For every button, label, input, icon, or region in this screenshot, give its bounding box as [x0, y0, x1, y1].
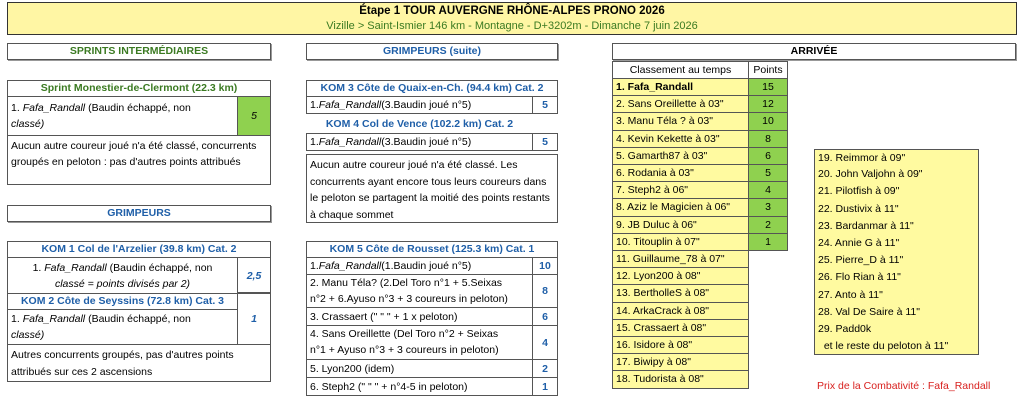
arrivee-row: 10. Titouplin à 07" — [612, 233, 749, 251]
arrivee-row-2: 27. Anto à 11" — [814, 287, 979, 304]
sprints-section-title: SPRINTS INTERMÉDIAIRES — [7, 43, 271, 60]
arrivee-row: 14. ArkaCrack à 08" — [612, 302, 749, 320]
arrivee-row-points: 10 — [748, 112, 788, 130]
kom5-row-points: 2 — [532, 359, 558, 378]
grimpeurs-suite-section-title: GRIMPEURS (suite) — [306, 43, 558, 60]
arrivee-row-points: 6 — [748, 147, 788, 165]
kom4-entry: 1. Fafa_Randall (3.Baudin joué n°5) 5 — [306, 133, 558, 151]
arrivee-row: 7. Steph2 à 06" — [612, 181, 749, 199]
kom4-title: KOM 4 Col de Vence (102.2 km) Cat. 2 — [325, 118, 514, 130]
stage-title: Étape 1 TOUR AUVERGNE RHÔNE-ALPES PRONO 2026 — [359, 5, 665, 17]
kom2-title: KOM 2 Côte de Seyssins (72.8 km) Cat. 3 — [7, 293, 238, 310]
kom5-row-points: 8 — [532, 274, 558, 308]
arrivee-row-2: 19. Reimmor à 09" — [814, 149, 979, 166]
kom5-title: KOM 5 Côte de Rousset (125.3 km) Cat. 1 — [306, 241, 558, 258]
arrivee-row-points: 5 — [748, 164, 788, 182]
arrivee-row-2: 28. Val De Saire à 11" — [814, 304, 979, 321]
arrivee-row: 8. Aziz le Magicien à 06" — [612, 198, 749, 216]
kom2-entry-name: Fafa_Randall — [22, 313, 86, 325]
arrivee-row-points: 15 — [748, 78, 788, 96]
combativite-prize: Prix de la Combativité : Fafa_Randall — [817, 380, 991, 392]
sprint-entry: 1. Fafa_Randall (Baudin échappé, non classé) 5 — [7, 96, 271, 136]
arrivee-row-points: 8 — [748, 130, 788, 148]
stage-subtitle: Vizille > Saint-Ismier 146 km - Montagne - D+3202m - Dimanche 7 juin 2026 — [326, 20, 698, 32]
arrivee-row-points: 1 — [748, 233, 788, 251]
arrivee-col-classement: Classement au temps — [612, 61, 749, 79]
arrivee-col-points: Points — [748, 61, 788, 79]
arrivee-row: 4. Kevin Kekette à 03" — [612, 130, 749, 148]
arrivee-row: 9. JB Duluc à 06" — [612, 216, 749, 234]
stage-header — [7, 2, 1017, 35]
arrivee-row-2: 22. Dustivix à 11" — [814, 201, 979, 218]
sprint-note: Aucun autre coureur joué n'a été classé, concurrents groupés en peloton : pas d'autres points attribués — [7, 135, 271, 185]
sprint-entry-points: 5 — [237, 96, 271, 136]
arrivee-row: 1. Fafa_Randall — [612, 78, 749, 96]
kom4-entry-name: Fafa_Randall — [318, 136, 382, 148]
kom5-row: 1. Fafa_Randall (1.Baudin joué n°5) — [306, 257, 533, 275]
kom5-row-points: 10 — [532, 257, 558, 275]
arrivee-row: 15. Crassaert à 08" — [612, 319, 749, 337]
kom1-title: KOM 1 Col de l'Arzelier (39.8 km) Cat. 2 — [7, 241, 271, 258]
arrivee-row-points: 4 — [748, 181, 788, 199]
arrivee-row-2: 26. Flo Rian à 11" — [814, 269, 979, 286]
arrivee-row: 13. BertholleS à 08" — [612, 284, 749, 302]
kom2-points: 1 — [237, 292, 271, 345]
kom5-row: 2. Manu Téla? (2.Del Toro n°1 + 5.Seixas n°2 + 6.Ayuso n°3 + 3 coureurs in peloton) — [306, 274, 533, 308]
arrivee-row-2: 20. John Valjohn à 09" — [814, 166, 979, 183]
grimpeurs-section-title: GRIMPEURS — [7, 205, 271, 222]
kom1-entry: 1. Fafa_Randall (Baudin échappé, non classé = points divisés par 2) 2,5 — [7, 257, 271, 294]
arrivee-row: 5. Gamarth87 à 03" — [612, 147, 749, 165]
arrivee-row: 18. Tudorista à 08" — [612, 370, 749, 388]
kom3-entry: 1. Fafa_Randall (3.Baudin joué n°5) 5 — [306, 96, 558, 114]
kom5-row: 6. Steph2 (" " " + n°4-5 in peloton) — [306, 377, 533, 396]
arrivee-row: 6. Rodania à 03" — [612, 164, 749, 182]
grimpeurs-suite-note: Aucun autre coureur joué n'a été classé. Les concurrents ayant encore tous leurs coureurs dans le peloton se partagent la moitié des points restants à chaque sommet — [306, 154, 558, 223]
arrivee-row-points: 2 — [748, 216, 788, 234]
arrivee-row: 17. Biwipy à 08" — [612, 353, 749, 371]
arrivee-row-2: et le reste du peloton à 11" — [814, 338, 979, 355]
arrivee-row: 11. Guillaume_78 à 07" — [612, 250, 749, 268]
arrivee-row-2: 29. Padd0k — [814, 321, 979, 338]
sprint-entry-name: Fafa_Randall — [22, 102, 86, 114]
kom3-title: KOM 3 Côte de Quaix-en-Ch. (94.4 km) Cat. 2 — [306, 80, 558, 97]
kom5-row: 3. Crassaert (" " " + 1 x peloton) — [306, 307, 533, 326]
kom5-row-points: 6 — [532, 307, 558, 326]
kom1-points: 2,5 — [237, 257, 271, 294]
kom1-entry-name: Fafa_Randall — [44, 262, 107, 274]
kom5-row-points: 1 — [532, 377, 558, 396]
arrivee-row-points: 12 — [748, 95, 788, 113]
sprint-title: Sprint Monestier-de-Clermont (22.3 km) — [7, 80, 271, 97]
arrivee-row: 3. Manu Téla ? à 03" — [612, 112, 749, 130]
arrivee-section-title: ARRIVÉE — [612, 43, 1016, 60]
arrivee-row-2: 24. Annie G à 11" — [814, 235, 979, 252]
arrivee-row: 2. Sans Oreillette à 03" — [612, 95, 749, 113]
kom2-entry: 1. Fafa_Randall (Baudin échappé, non classé) 1 — [7, 309, 271, 345]
arrivee-row-2: 23. Bardanmar à 11" — [814, 218, 979, 235]
kom5-row: 4. Sans Oreillette (Del Toro n°2 + Seixas n°1 + Ayuso n°3 + 3 coureurs in peloton) — [306, 325, 533, 360]
kom5-row: 5. Lyon200 (idem) — [306, 359, 533, 378]
arrivee-row-2: 21. Pilotfish à 09" — [814, 183, 979, 200]
kom3-entry-name: Fafa_Randall — [318, 99, 382, 111]
grimpeurs-note: Autres concurrents groupés, pas d'autres points attribués sur ces 2 ascensions — [7, 344, 271, 382]
arrivee-row-points: 3 — [748, 198, 788, 216]
kom5-row-points: 4 — [532, 325, 558, 360]
arrivee-row: 16. Isidore à 08" — [612, 336, 749, 354]
arrivee-row-2: 25. Pierre_D à 11" — [814, 252, 979, 269]
kom4-points: 5 — [532, 133, 558, 151]
arrivee-row: 12. Lyon200 à 08" — [612, 267, 749, 285]
kom3-points: 5 — [532, 96, 558, 114]
